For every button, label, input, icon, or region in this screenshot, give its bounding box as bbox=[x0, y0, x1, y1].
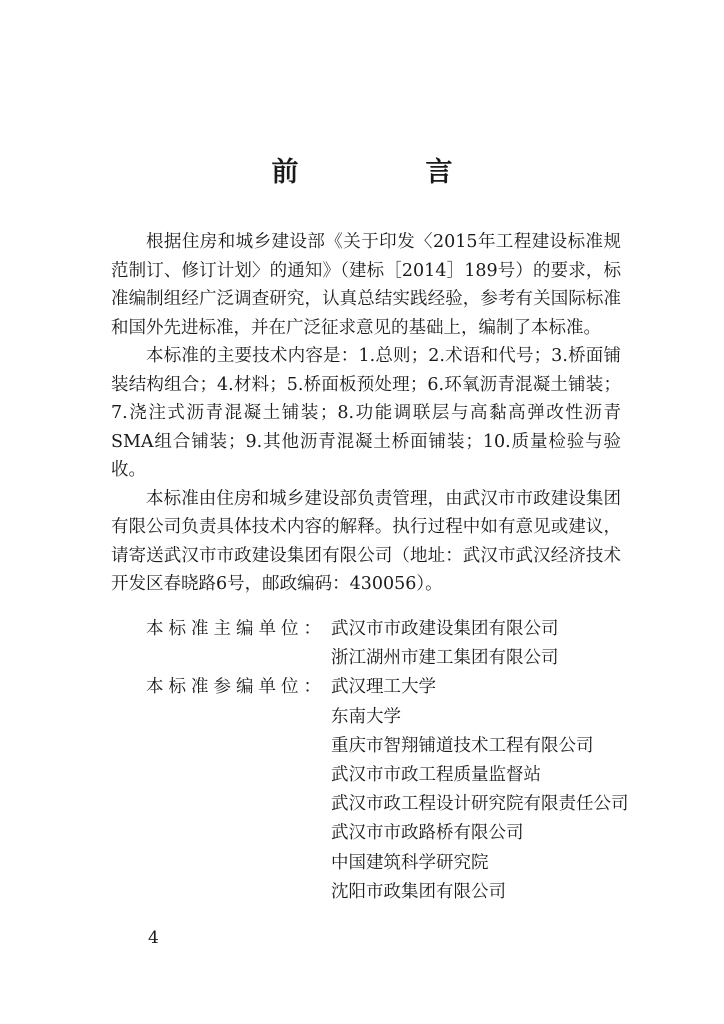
chief-units-group bbox=[111, 615, 651, 673]
page-number: 4 bbox=[148, 928, 159, 948]
participating-units-label: 本标准参编单位： bbox=[146, 677, 326, 698]
unit-name: 武汉市政工程设计研究院有限责任公司 bbox=[331, 794, 629, 815]
editing-units bbox=[111, 615, 651, 907]
unit-name: 武汉理工大学 bbox=[331, 677, 436, 698]
unit-name: 中国建筑科学研究院 bbox=[331, 852, 489, 873]
paragraph-background: 根据住房和城乡建设部《关于印发〈2015年工程建设标准规范制订、修订计划〉的通知》（建标［2014］189号）的要求，标准编制组经广泛调查研究，认真总结实践经验，参考有关国际标准和国外先进标准，并在广泛征求意见的基础上，编制了本标准。 bbox=[111, 232, 621, 338]
unit-name: 武汉市市政路桥有限公司 bbox=[331, 823, 524, 844]
unit-name: 武汉市市政工程质量监督站 bbox=[331, 765, 541, 786]
chief-units-list bbox=[331, 615, 641, 673]
unit-name: 东南大学 bbox=[331, 706, 401, 727]
participating-units-list bbox=[331, 673, 641, 907]
unit-name: 沈阳市政集团有限公司 bbox=[331, 881, 506, 902]
unit-name: 浙江湖州市建工集团有限公司 bbox=[331, 648, 559, 669]
unit-name: 重庆市智翔铺道技术工程有限公司 bbox=[331, 735, 594, 756]
page-title: 前 言 bbox=[271, 157, 503, 188]
unit-name: 武汉市市政建设集团有限公司 bbox=[331, 619, 559, 639]
paragraph-contents: 本标准的主要技术内容是：1.总则；2.术语和代号；3.桥面铺装结构组合；4.材料；5.桥面板预处理；6.环氧沥青混凝土铺装；7.浇注式沥青混凝土铺装；8.功能调联层与高黏高弹改性沥青SMA组合铺装；9.其他沥青混凝土桥面铺装；10.质量检验与验收。 bbox=[111, 346, 621, 480]
paragraph-management: 本标准由住房和城乡建设部负责管理，由武汉市市政建设集团有限公司负责具体技术内容的解释。执行过程中如有意见或建议，请寄送武汉市市政建设集团有限公司（地址：武汉市武汉经济技术开发区春晓路6号，邮政编码：430056）。 bbox=[111, 488, 621, 594]
chief-units-label: 本标准主编单位： bbox=[146, 619, 326, 639]
preface-body bbox=[111, 228, 621, 599]
participating-units-group bbox=[111, 673, 651, 907]
